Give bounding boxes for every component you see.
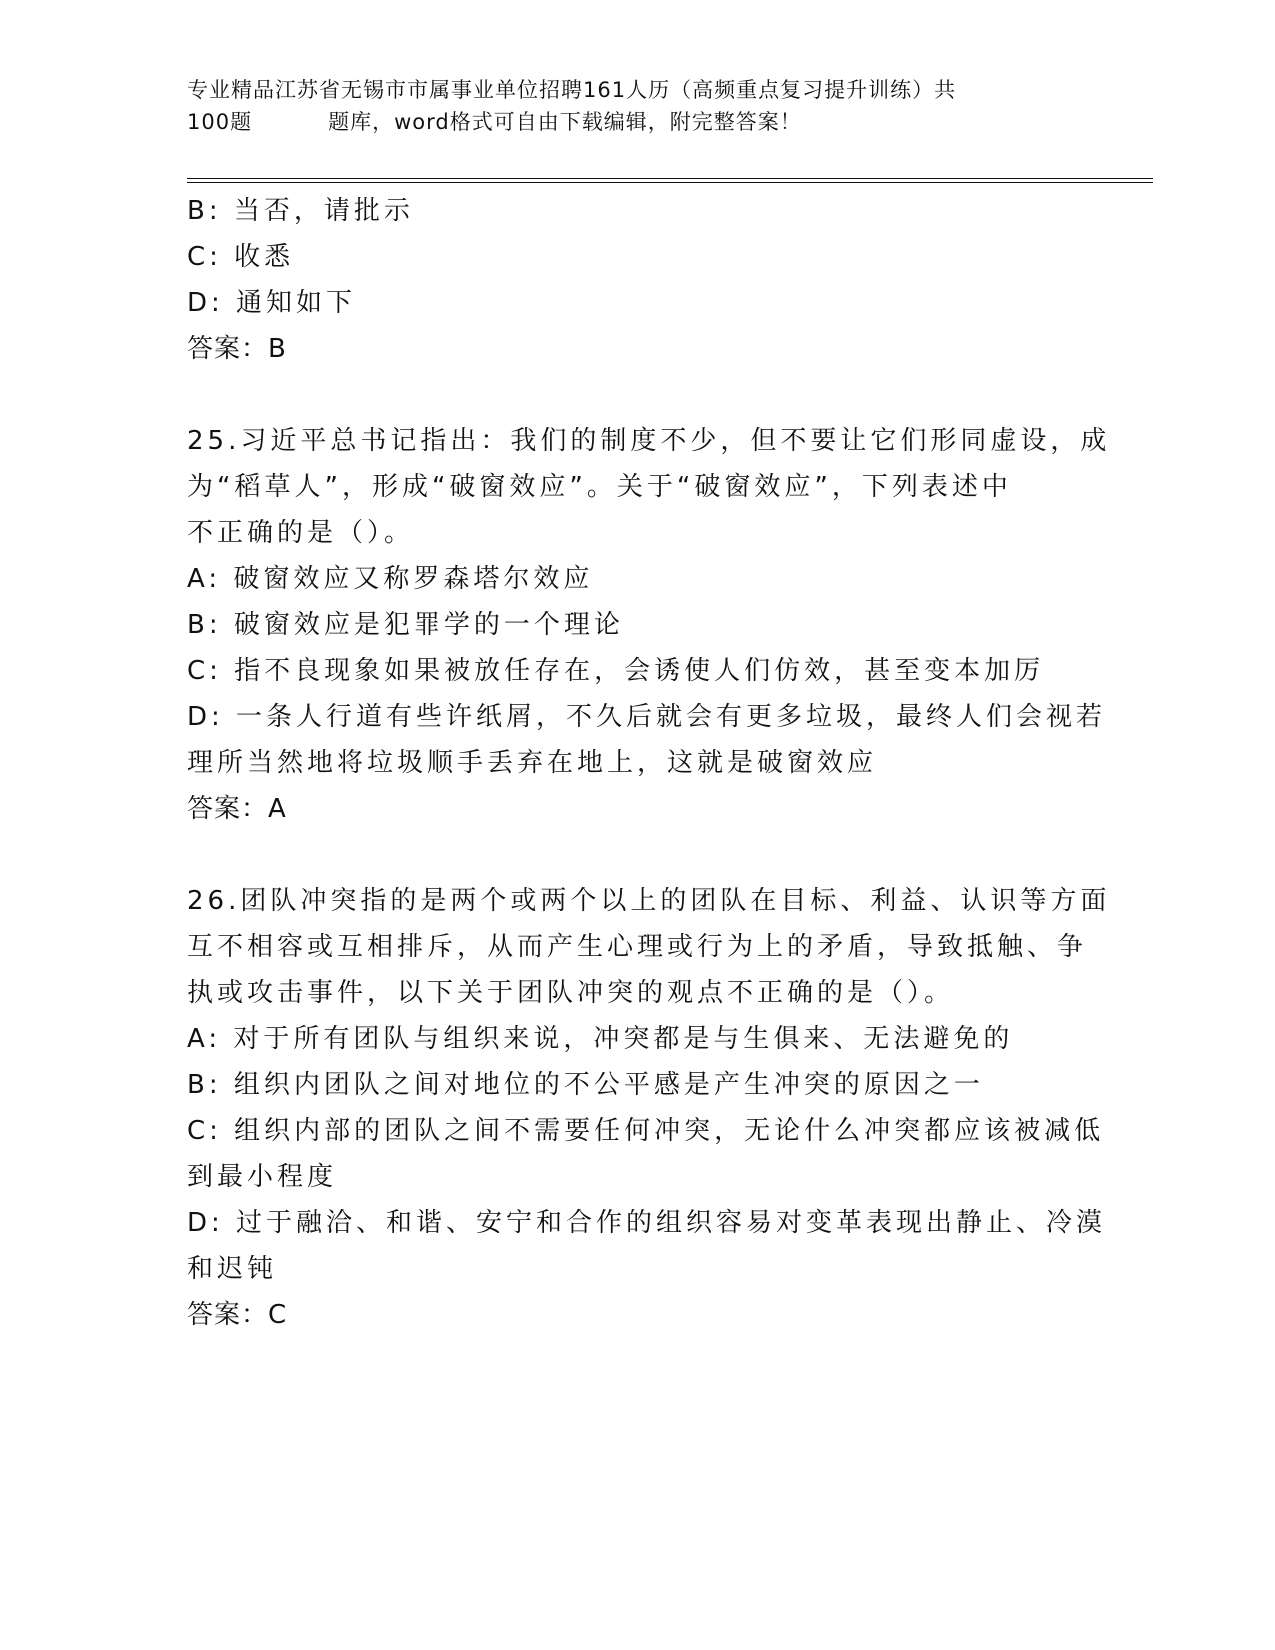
header-rule-bottom [187, 182, 1153, 183]
option-d: D: 通知如下 [187, 288, 357, 318]
option-c: C: 收悉 [187, 242, 295, 272]
question-block-25 [187, 418, 1111, 832]
header-rule-top [187, 178, 1153, 179]
option-b: B: 破窗效应是犯罪学的一个理论 [187, 610, 624, 640]
option-a: A: 破窗效应又称罗森塔尔效应 [187, 564, 594, 594]
option-d-continued: 和迟钝 [187, 1254, 278, 1284]
option-d: D: 一条人行道有些许纸屑，不久后就会有更多垃圾，最终人们会视若 [187, 702, 1107, 732]
question-stem-line: 不正确的是（）。 [187, 518, 415, 548]
header-title-line-2 [187, 106, 1087, 138]
option-c: C: 组织内部的团队之间不需要任何冲突，无论什么冲突都应该被减低 [187, 1116, 1105, 1146]
option-c-continued: 到最小程度 [187, 1162, 338, 1192]
option-d: D: 过于融洽、和谐、安宁和合作的组织容易对变革表现出静止、冷漠 [187, 1208, 1107, 1238]
option-b: B: 组织内团队之间对地位的不公平感是产生冲突的原因之一 [187, 1070, 984, 1100]
question-stem-line: 为“稻草人”，形成“破窗效应”。关于“破窗效应”，下列表述中 [187, 472, 1012, 502]
option-b: B: 当否，请批示 [187, 196, 414, 226]
header-title-line-1: 专业精品江苏省无锡市市属事业单位招聘161人历（高频重点复习提升训练）共 [187, 78, 957, 102]
question-block-24 [187, 188, 1087, 372]
question-block-26 [187, 878, 1111, 1338]
answer-line: 答案：A [187, 794, 287, 824]
question-stem-line: 25.习近平总书记指出：我们的制度不少，但不要让它们形同虚设，成 [187, 426, 1111, 456]
question-stem-line: 互不相容或互相排斥，从而产生心理或行为上的矛盾，导致抵触、争 [187, 932, 1088, 962]
option-c: C: 指不良现象如果被放任存在，会诱使人们仿效，甚至变本加厉 [187, 656, 1045, 686]
answer-line: 答案：C [187, 1300, 288, 1330]
page-header [187, 74, 1087, 138]
option-a: A: 对于所有团队与组织来说，冲突都是与生俱来、无法避免的 [187, 1024, 1014, 1054]
header-description: 题库，word格式可自由下载编辑，附完整答案！ [328, 110, 802, 134]
question-stem-line: 26.团队冲突指的是两个或两个以上的团队在目标、利益、认识等方面 [187, 886, 1111, 916]
header-question-count: 100题 [187, 110, 253, 134]
question-stem-line: 执或攻击事件，以下关于团队冲突的观点不正确的是（）。 [187, 978, 955, 1008]
question-content [187, 188, 1111, 1338]
option-d-continued: 理所当然地将垃圾顺手丢弃在地上，这就是破窗效应 [187, 748, 878, 778]
answer-line: 答案：B [187, 334, 287, 364]
